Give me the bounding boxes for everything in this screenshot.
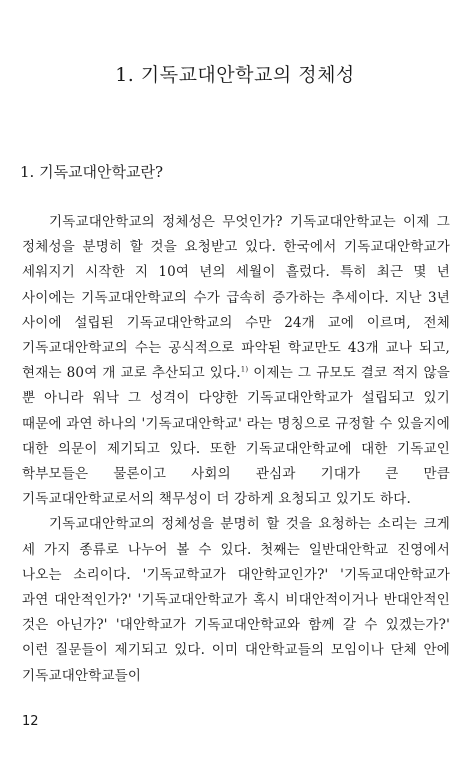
section-title: 1. 기독교대안학교란?	[20, 163, 164, 181]
body-text	[22, 210, 450, 689]
chapter-title: 1. 기독교대안학교의 정체성	[115, 64, 355, 86]
paragraph-2: 기독교대안학교의 정체성을 분명히 할 것을 요청하는 소리는 크게 세 가지 종류로 나누어 볼 수 있다. 첫째는 일반대안학교 진영에서 나오는 소리이다. '기독교학교가 대안학교인가?' '기독교대안학교가 과연 대안적인가?' '기독교대안학교가 혹시 비대안적이거나 반대안적인 것은 아닌가?' '대안학교가 기독교대안학교와 함께 갈 수 있겠는가?' 이런 질문들이 제기되고 있다. 이미 대안학교들의 모임이나 단체 안에 기독교대안학교들이	[22, 516, 450, 684]
page-number: 12	[22, 714, 39, 729]
paragraph-1	[22, 210, 450, 512]
paragraph-1-text-b: 이제는 그 규모도 결코 적지 않을 뿐 아니라 워낙 그 성격이 다양한 기독교대안학교가 설립되고 있기 때문에 과연 하나의 '기독교대안학교' 라는 명칭으로 규정할 수 있을지에 대한 의문이 제기되고 있다. 또한 기독교대안학교에 대한 기독교인 학부모들은 물론이고 사회의 관심과 기대가 큰 만큼 기독교대안학교로서의 책무성이 더 강하게 요청되고 있기도 하다.	[22, 365, 450, 508]
paragraph-1-text-a: 기독교대안학교의 정체성은 무엇인가? 기독교대안학교는 이제 그 정체성을 분명히 할 것을 요청받고 있다. 한국에서 기독교대안학교가 세워지기 시작한 지 10여 년의 세월이 흘렀다. 특히 최근 몇 년 사이에는 기독교대안학교의 수가 급속히 증가하는 추세이다. 지난 3년 사이에 설립된 기독교대안학교의 수만 24개 교에 이르며, 전체 기독교대안학교의 수는 공식적으로 파악된 학교만도 43개 교나 되고, 현재는 80여 개 교로 추산되고 있다.	[22, 214, 450, 382]
footnote-marker[interactable]: 1)	[240, 365, 249, 374]
